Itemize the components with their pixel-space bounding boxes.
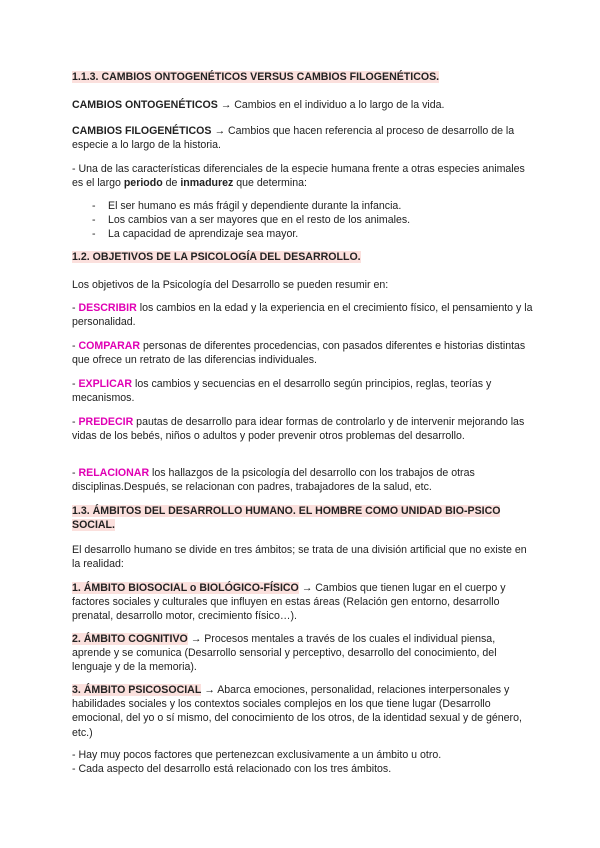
heading-1-2: 1.2. OBJETIVOS DE LA PSICOLOGÍA DEL DESARROLLO.	[72, 251, 361, 263]
heading-1-3: 1.3. ÁMBITOS DEL DESARROLLO HUMANO. EL HOMBRE COMO UNIDAD BIO-PSICO SOCIAL.	[72, 505, 501, 532]
list-item: - Los cambios van a ser mayores que en el resto de los animales.	[72, 213, 534, 227]
list-item: - La capacidad de aprendizaje sea mayor.	[72, 227, 534, 241]
ambito-cognitivo: 2. ÁMBITO COGNITIVO → Procesos mentales a través de los cuales el individual piensa, aprende y se comunica (Desarrollo sensorial y perceptivo, desarrollo del conocimiento, del lenguaje y de la memoria).	[72, 633, 497, 674]
term-ontogeneticos: CAMBIOS ONTOGENÉTICOS	[72, 99, 218, 111]
objectives-intro: Los objetivos de la Psicología del Desarrollo se pueden resumir en:	[72, 279, 389, 291]
definition-filogeneticos-text: → Cambios que hacen referencia al proceso de desarrollo de la especie a lo largo de la historia.	[72, 125, 515, 152]
list-item: - El ser humano es más frágil y dependiente durante la infancia.	[72, 199, 534, 213]
objective-relacionar: - RELACIONAR los hallazgos de la psicología del desarrollo con los trabajos de otras disciplinas.Después, se relacionan con padres, trabajadores de la salud, etc.	[72, 467, 475, 494]
bullet-list	[72, 199, 534, 242]
intro-paragraph: - Una de las características diferenciales de la especie humana frente a otras especies animales es el largo periodo de inmadurez que determina:	[72, 163, 525, 190]
closing-line: - Hay muy pocos factores que pertenezcan exclusivamente a un ámbito u otro.	[72, 749, 442, 761]
closing-line: - Cada aspecto del desarrollo está relacionado con los tres ámbitos.	[72, 763, 392, 776]
objective-describir: - DESCRIBIR los cambios en la edad y la experiencia en el crecimiento físico, el pensamiento y la personalidad.	[72, 302, 533, 329]
closing-notes	[72, 748, 534, 776]
objective-explicar: - EXPLICAR los cambios y secuencias en el desarrollo según principios, reglas, teorías y mecanismos.	[72, 378, 492, 405]
definition-filogeneticos	[72, 124, 534, 152]
objective-comparar: - COMPARAR personas de diferentes procedencias, con pasados diferentes e historias distintas que ofrece un retrato de las diferencias individuales.	[72, 340, 526, 367]
objective-predecir: - PREDECIR pautas de desarrollo para idear formas de controlarlo y de intervenir mejorando las vidas de los bebés, niños o adultos y poder prevenir otros problemas del desarrollo.	[72, 416, 525, 443]
ambito-psicosocial: 3. ÁMBITO PSICOSOCIAL → Abarca emociones, personalidad, relaciones interpersonales y habilidades sociales y los contextos sociales complejos en los que tiene lugar (Desarrollo emocional, del yo o sí mismo, del conocimiento de los otros, de la identidad sexual y de género, etc.)	[72, 684, 522, 739]
ambito-biosocial: 1. ÁMBITO BIOSOCIAL o BIOLÓGICO-FÍSICO → Cambios que tienen lugar en el cuerpo y factores sociales y culturales que influyen en estas áreas (Relación gen entorno, desarrollo prenatal, desarrollo motor, crecimiento físico…).	[72, 582, 506, 623]
term-filogeneticos: CAMBIOS FILOGENÉTICOS	[72, 125, 212, 137]
definition-ontogeneticos	[72, 98, 534, 112]
heading-1-1-3: 1.1.3. CAMBIOS ONTOGENÉTICOS VERSUS CAMBIOS FILOGENÉTICOS.	[72, 71, 440, 83]
ambitos-intro: El desarrollo humano se divide en tres ámbitos; se trata de una división artificial que no existe en la realidad:	[72, 544, 527, 571]
definition-ontogeneticos-text: → Cambios en el individuo a lo largo de la vida.	[217, 99, 445, 111]
